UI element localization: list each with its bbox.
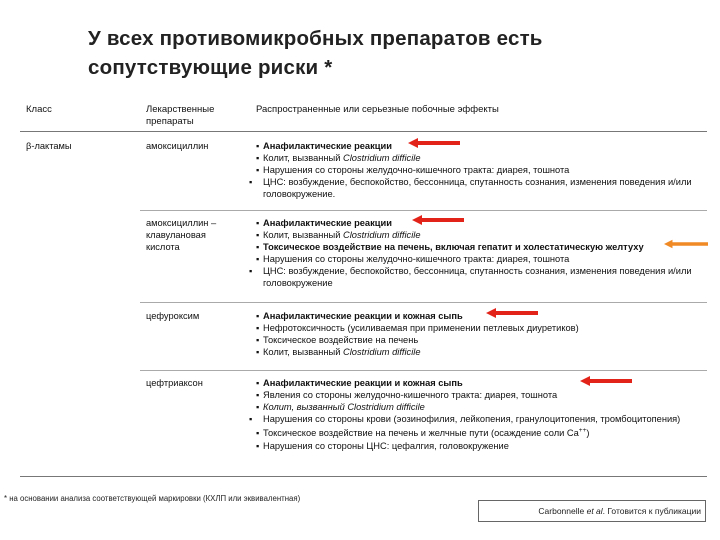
effect-item: ▪ Нарушения со стороны ЦНС: цефалгия, головокружение [256,440,509,451]
header-class: Класс [26,104,52,115]
effect-item: ▪ Нарушения со стороны желудочно-кишечного тракта: диарея, тошнота [256,165,570,176]
effect-item: ▪ Колит, вызванный Clostridium difficile [256,347,421,358]
effect-item: ▪ ЦНС: возбуждение, беспокойство, бессонница, спутанность сознания, изменения поведения и/или головокружение [249,266,692,289]
row-divider [140,302,707,303]
class-beta-lactams: β-лактамы [26,141,72,151]
effects-ceftriaxone [249,377,696,452]
effect-item: ▪ Токсическое воздействие на печень [256,335,419,346]
title-line-2: сопутствующие риски * [88,56,333,79]
effect-item: ▪ Явления со стороны желудочно-кишечного тракта: диарея, тошнота [256,390,558,401]
header-drugs-line-2: препараты [146,116,194,127]
highlight-arrow-icon [408,138,460,148]
effect-item: ▪ Токсическое воздействие на печень, включая гепатит и холестатическую желтуху [256,242,644,253]
effect-item: ▪ Анафилактические реакции [256,141,392,151]
header-drugs [146,104,214,128]
table-bottom-line [20,476,707,477]
highlight-arrow-icon [412,215,464,225]
effect-item: ▪ Анафилактические реакции [256,218,392,228]
arrow-shape [408,138,460,148]
arrow-shape [664,240,708,248]
page-title [88,24,543,82]
effects-amoxicillin-clavulanate [249,217,696,290]
header-divider [20,131,707,132]
drug-line: амоксициллин – [146,218,217,228]
header-drugs-line-1: Лекарственные [146,104,215,115]
row-divider [140,370,707,371]
arrow-shape [486,308,538,318]
highlight-arrow-icon [580,376,632,386]
effect-item: ▪ Нарушения со стороны желудочно-кишечного тракта: диарея, тошнота [256,254,570,265]
effect-item: ▪ Нефротоксичность (усиливаемая при применении петлевых диуретиков) [256,323,579,334]
effect-item: ▪ ЦНС: возбуждение, беспокойство, бессонница, спутанность сознания, изменения поведения и/или головокружение. [249,177,692,200]
row-divider [140,210,707,211]
footnote: * на основании анализа соответствующей маркировки (КХЛП или эквивалентная) [4,494,301,503]
effect-item: ▪ Токсическое воздействие на печень и желчные пути (осаждение соли Ca++) [256,427,590,439]
highlight-arrow-orange-icon [664,239,708,249]
effect-item: ▪ Колит, вызванный Clostridium difficile [256,230,421,241]
effect-item: ▪ Нарушения со стороны крови (эозинофилия, лейкопения, гранулоцитопения, тромбоцитопения) [249,414,681,425]
effects-cefuroxime [256,310,696,358]
effect-item: ▪ Анафилактические реакции и кожная сыпь [256,378,463,388]
drug-cefuroxime: цефуроксим [146,311,200,321]
arrow-shape [580,376,632,386]
effect-item: ▪ Колит, вызванный Clostridium difficile [256,153,421,164]
arrow-shape [412,215,464,225]
drug-amoxicillin: амоксициллин [146,141,209,151]
effect-item: ▪ Анафилактические реакции и кожная сыпь [256,311,463,321]
effect-item: ▪ Колит, вызванный Clostridium difficile [256,402,425,413]
effects-amoxicillin [249,140,696,200]
drug-amoxicillin-clavulanate [146,217,248,253]
header-effects: Распространенные или серьезные побочные эффекты [256,104,499,115]
drug-line: клавулановая [146,230,206,241]
drug-line: кислота [146,242,180,253]
source-citation [478,500,706,522]
highlight-arrow-icon [486,308,538,318]
drug-ceftriaxone: цефтриаксон [146,378,203,388]
title-line-1: У всех противомикробных препаратов есть [88,27,543,50]
source-etal: et al [586,506,603,516]
source-rest: . Готовится к публикации [602,506,701,516]
source-author: Carbonnelle [538,506,587,516]
